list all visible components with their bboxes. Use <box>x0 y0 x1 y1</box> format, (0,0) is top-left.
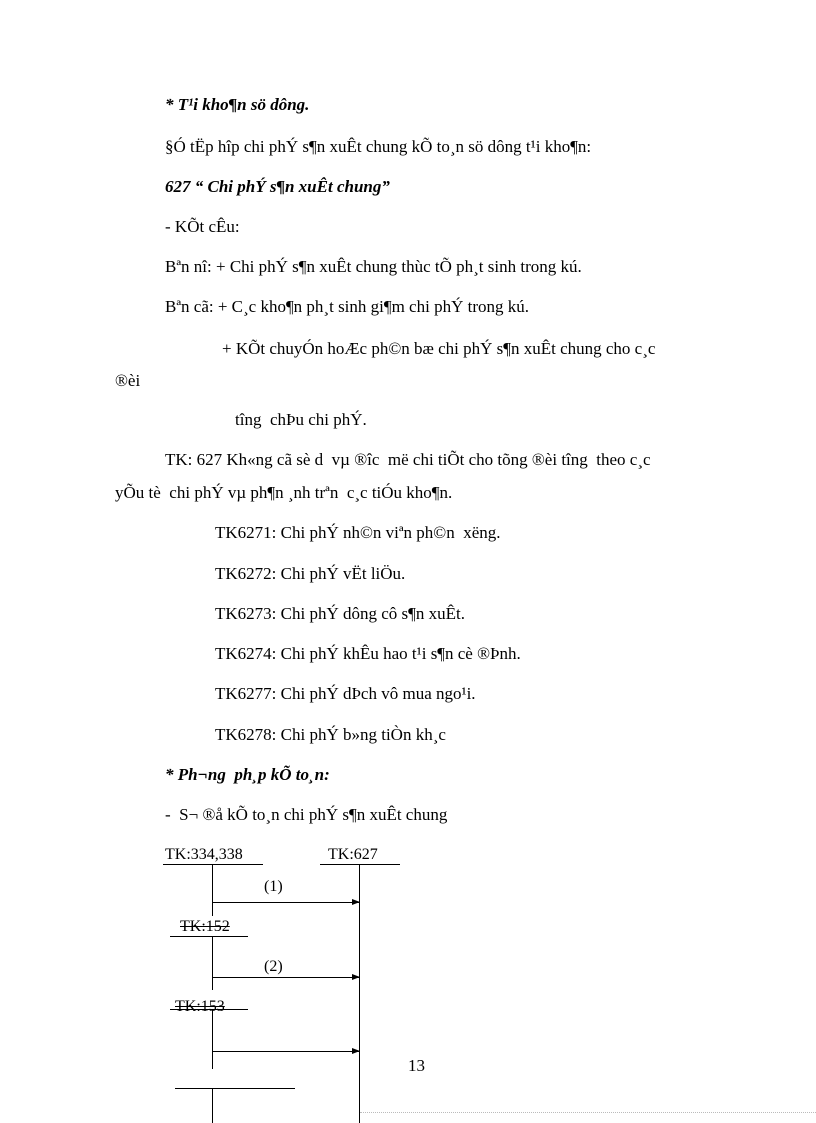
section-heading: * T¹i kho¶n sö dông. <box>165 95 310 114</box>
subaccount-item: TK6272: Chi phÝ vËt liÖu. <box>215 564 406 583</box>
account-label-152: TK:152 <box>180 918 230 935</box>
credit-side: Bªn cã: + C¸c kho¶n ph¸t sinh gi¶m chi phÝ trong kú. <box>165 297 529 316</box>
account-label-334-338: TK:334,338 <box>165 846 243 863</box>
method-heading: * Ph¬ng ph¸p kÕ to¸n: <box>165 765 330 784</box>
account-underline <box>320 864 400 865</box>
account-label-627: TK:627 <box>328 846 378 863</box>
credit-side-continued: + KÕt chuyÓn hoÆc ph©n bæ chi phÝ s¶n xuÊt chung cho c¸c <box>222 339 656 358</box>
subaccount-item: TK6271: Chi phÝ nh©n viªn ph©n xëng. <box>215 523 501 542</box>
account-title: 627 “ Chi phÝ s¶n xuÊt chung” <box>165 177 390 196</box>
account-underline <box>170 936 248 937</box>
page-bottom-rule <box>360 1112 816 1113</box>
account-line-next <box>212 1088 213 1123</box>
subaccount-item: TK6274: Chi phÝ khÊu hao t¹i s¶n cè ®Þnh. <box>215 644 521 663</box>
account-underline <box>175 1088 295 1089</box>
account-line-334-338 <box>212 864 213 916</box>
account-line-153 <box>212 1009 213 1069</box>
subaccount-item: TK6278: Chi phÝ b»ng tiÒn kh¸c <box>215 725 446 744</box>
debit-side: Bªn nî: + Chi phÝ s¶n xuÊt chung thùc tÕ ph¸t sinh trong kú. <box>165 257 582 276</box>
arrow-label-1: (1) <box>264 878 283 895</box>
flow-arrow-2 <box>212 977 359 978</box>
arrow-label-2: (2) <box>264 958 283 975</box>
flow-arrow-3 <box>212 1051 359 1052</box>
flow-arrow-1 <box>212 902 359 903</box>
tk-note-continued: yÕu tè chi phÝ vµ ph¶n ¸nh trªn c¸c tiÓu kho¶n. <box>115 483 453 502</box>
structure-label: - KÕt cÊu: <box>165 217 240 236</box>
account-underline <box>170 1009 248 1010</box>
credit-side-wrap: ®èi <box>115 371 141 390</box>
diagram-caption: - S¬ ®å kÕ to¸n chi phÝ s¶n xuÊt chung <box>165 805 448 824</box>
intro-paragraph: §Ó tËp hîp chi phÝ s¶n xuÊt chung kÕ to¸n sö dông t¹i kho¶n: <box>165 137 592 156</box>
subaccount-item: TK6273: Chi phÝ dông cô s¶n xuÊt. <box>215 604 465 623</box>
credit-side-wrap-2: tîng chÞu chi phÝ. <box>235 410 367 429</box>
account-underline <box>163 864 263 865</box>
tk-note: TK: 627 Kh«ng cã sè d vµ ®îc më chi tiÕt cho tõng ®èi tîng theo c¸c <box>165 450 651 469</box>
page-number: 13 <box>408 1056 425 1075</box>
account-label-153: TK:153 <box>175 998 225 1015</box>
account-line-152 <box>212 936 213 990</box>
subaccount-item: TK6277: Chi phÝ dÞch vô mua ngo¹i. <box>215 684 476 703</box>
